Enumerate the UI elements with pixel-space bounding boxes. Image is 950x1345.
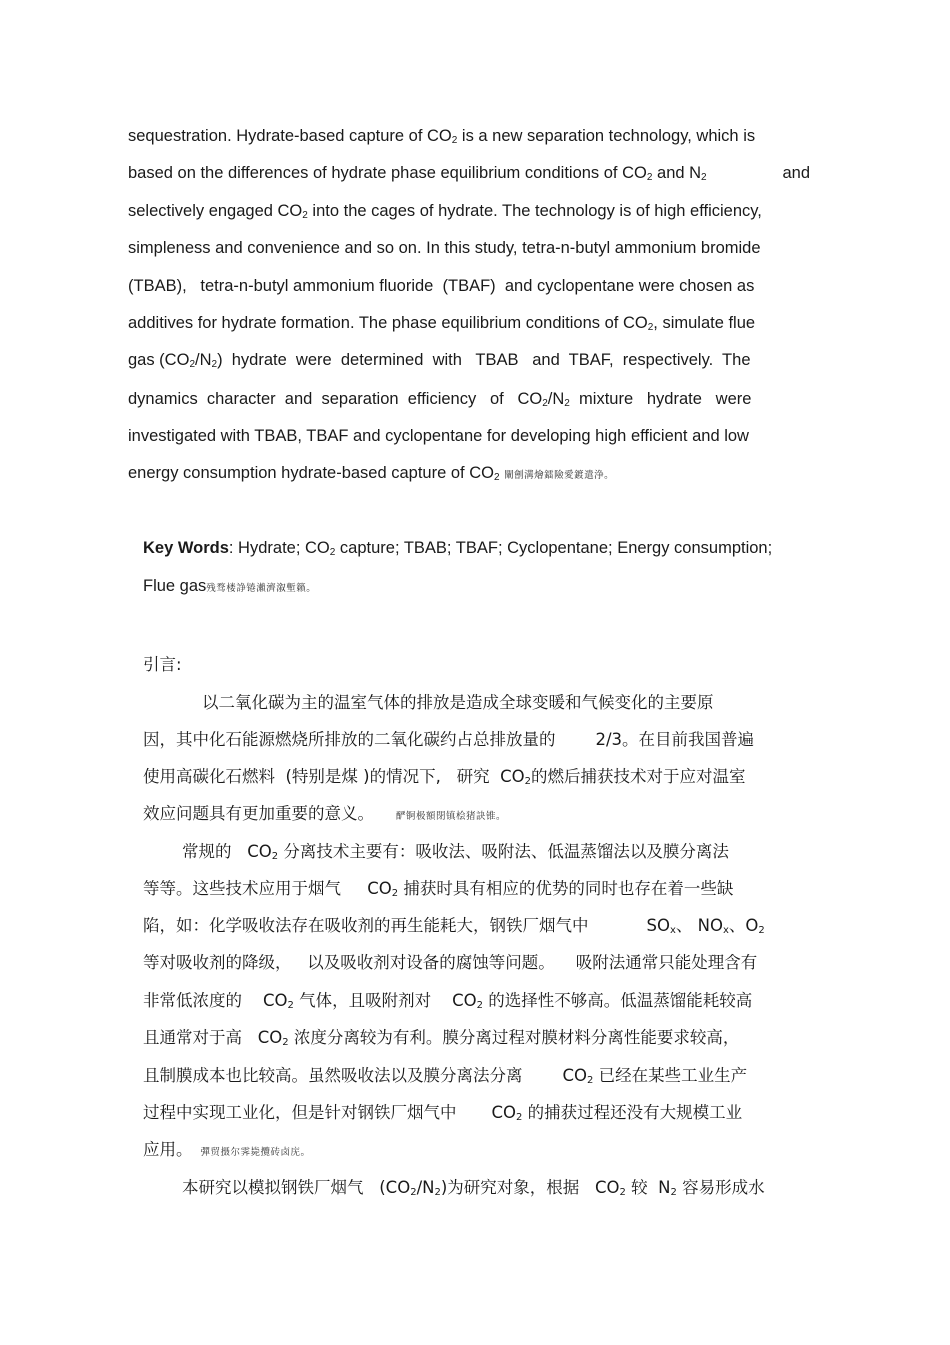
abstract-line-7: gas $(CO_2/N_2)$ hydrate were determined with TBAB and TBAF, respectively. The	[128, 351, 751, 370]
abstract-line-9: investigated with TBAB, TBAF and cyclopentane for developing high efficient and low	[128, 427, 749, 445]
abstract-line-6: additives for hydrate formation. The phase equilibrium conditions of $CO_2$, simulate flue	[128, 314, 756, 333]
p2-line-8: 过程中实现工业化，但是针对钢铁厂烟气中 $CO_2$ 的捕获过程还没有大规模工业	[143, 1103, 743, 1123]
p2-line-9: 应用。 彈贸摄尔霁毙攬砖卤庑。	[143, 1140, 311, 1159]
p2-line-2: 等等。这些技术应用于烟气 $CO_2$ 捕获时具有相应的优势的同时也存在着一些缺	[143, 879, 734, 899]
keywords-label: Key Words	[143, 539, 229, 557]
intro-heading: 引言:	[143, 655, 182, 674]
abstract-line-1: sequestration. Hydrate-based capture of $CO_2$ is a new separation technology, which is	[128, 127, 756, 146]
abstract-line-8: dynamics character and separation efficiency of $CO_2/N_2$ mixture hydrate were	[128, 390, 752, 409]
abstract-line-3: selectively engaged $CO_2$ into the cages of hydrate. The technology is of high efficiency,	[128, 202, 762, 221]
keywords-line-2: Flue gas残骛楼諍锩瀨濟溆塹籟。	[143, 577, 317, 595]
abstract-line-5: (TBAB), tetra-n-butyl ammonium fluoride (TBAF) and cyclopentane were chosen as	[128, 277, 755, 295]
p2-line-1: 常规的 $CO_2$ 分离技术主要有：吸收法、吸附法、低温蒸馏法以及膜分离法	[182, 842, 729, 862]
p2-line-3: 陷，如：化学吸收法存在吸收剂的再生能耗大，钢铁厂烟气中 $SO_x$、 $NO_x$、$O_2$	[143, 916, 765, 936]
p1-line-1: 以二氧化碳为主的温室气体的排放是造成全球变暖和气候变化的主要原	[202, 693, 714, 712]
abstract-line-4: simpleness and convenience and so on. In this study, tetra-n-butyl ammonium bromide	[128, 239, 761, 257]
p1-line-4: 效应问题具有更加重要的意义。 酽锕极額閉镇桧猪訣锥。	[143, 804, 507, 823]
abstract-line-10: energy consumption hydrate-based capture of $CO_2$ 闡劊溝燴鐳險愛鍍遣浄。	[128, 464, 615, 483]
p2-line-4: 等对吸收剂的降级， 以及吸收剂对设备的腐蚀等问题。 吸附法通常只能处理含有	[143, 953, 758, 972]
abstract-line-2: based on the differences of hydrate phase equilibrium conditions of $CO_2$ and $N_2$ and	[128, 164, 810, 183]
p2-line-7: 且制膜成本也比较高。虽然吸收法以及膜分离法分离 $CO_2$ 已经在某些工业生产	[143, 1066, 748, 1086]
p2-line-5: 非常低浓度的 $CO_2$ 气体，且吸附剂对 $CO_2$ 的选择性不够高。低温蒸馏能耗较高	[143, 991, 753, 1011]
p3-line-1: 本研究以模拟钢铁厂烟气 $(CO_2/N_2)$为研究对象，根据 $CO_2$ 较 $N_2$ 容易形成水	[182, 1178, 765, 1198]
keywords-line-1: Key Words: Hydrate; $CO_2$ capture; TBAB; TBAF; Cyclopentane; Energy consumption;	[143, 539, 773, 558]
p1-line-3: 使用高碳化石燃料 (特别是煤 )的情况下, 研究 $CO_2$的燃后捕获技术对于应对温室	[143, 767, 746, 787]
p1-line-2: 因，其中化石能源燃烧所排放的二氧化碳约占总排放量的 2/3。在目前我国普遍	[143, 730, 755, 749]
p2-line-6: 且通常对于高 $CO_2$ 浓度分离较为有利。膜分离过程对膜材料分离性能要求较高，	[143, 1028, 740, 1048]
